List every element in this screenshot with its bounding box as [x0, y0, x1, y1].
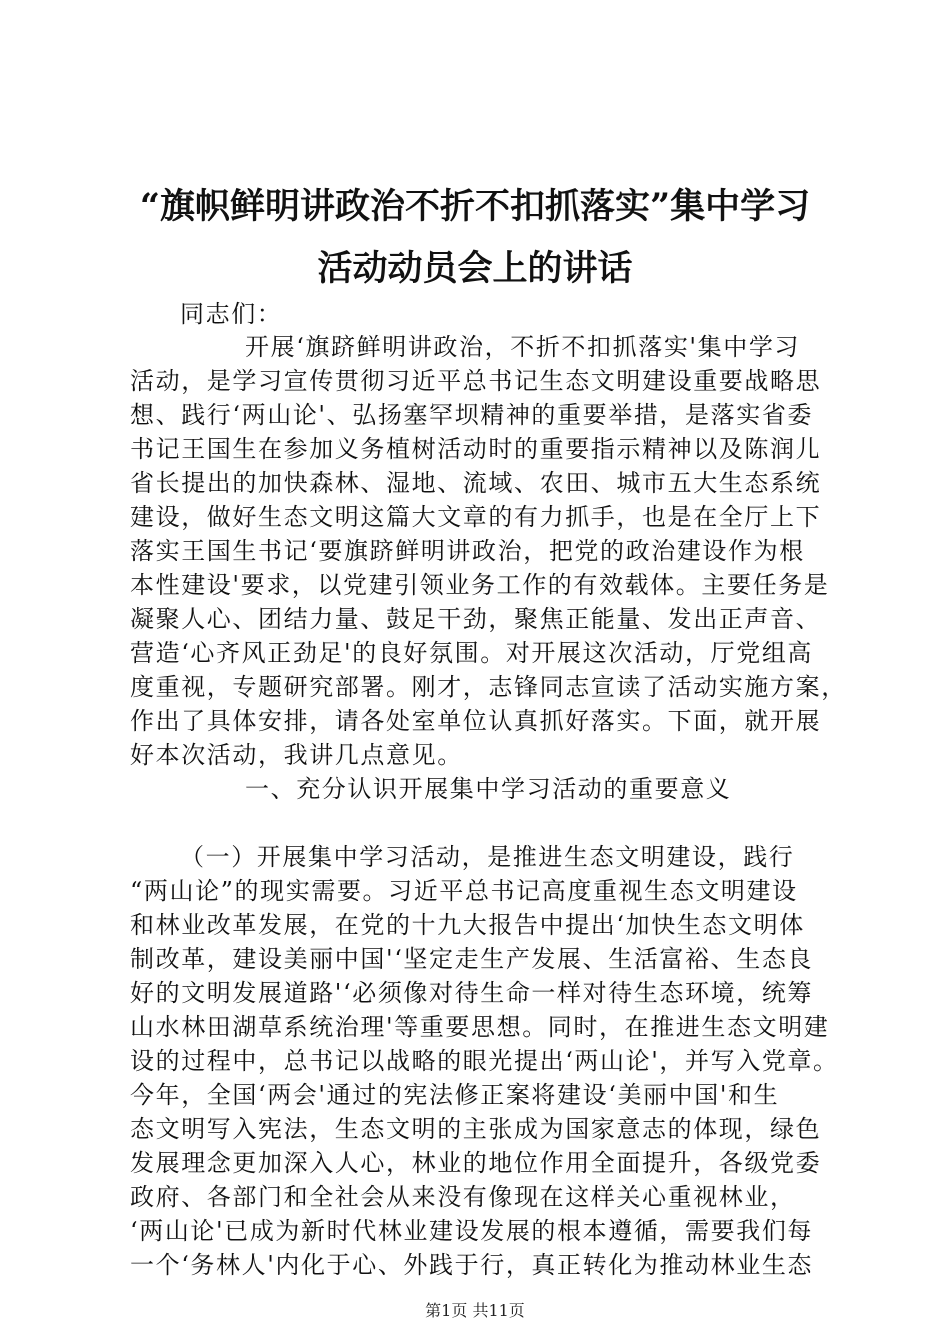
- paragraph-line: 政府、各部门和全社会从来没有像现在这样关心重视林业，: [130, 1183, 796, 1211]
- document-title-line-2: 活动动员会上的讲话: [317, 248, 633, 289]
- paragraph-line: 省长提出的加快森林、湿地、流域、农田、城市五大生态系统: [130, 469, 822, 497]
- paragraph-line: 一个‘务林人'内化于心、外践于行，真正转化为推动林业生态: [130, 1251, 814, 1279]
- document-title-line-1: “旗帜鲜明讲政治不折不扣抓落实”集中学习: [139, 186, 811, 227]
- paragraph-line: 设的过程中，总书记以战略的眼光提出‘两山论'，并写入党章。: [130, 1047, 839, 1075]
- paragraph-line: 开展‘旗跻鲜明讲政治，不折不扣抓落实'集中学习: [245, 333, 801, 361]
- paragraph-line: 好的文明发展道路'‘必须像对待生命一样对待生态环境，统筹: [130, 979, 814, 1007]
- paragraph-line: 今年，全国‘两会'通过的宪法修正案将建设‘美丽中国'和生: [130, 1081, 780, 1109]
- paragraph-line: 活动，是学习宣传贯彻习近平总书记生态文明建设重要战略思: [130, 367, 822, 395]
- paragraph-line: ‘两山论'已成为新时代林业建设发展的根本遵循，需要我们每: [130, 1217, 814, 1245]
- paragraph-line: 和林业改革发展，在党的十九大报告中提出‘加快生态文明体: [130, 911, 805, 939]
- paragraph-line: 度重视，专题研究部署。刚才，志锋同志宣读了活动实施方案，: [130, 673, 847, 701]
- paragraph-line: 态文明写入宪法，生态文明的主张成为国家意志的体现，绿色: [130, 1115, 822, 1143]
- paragraph-line: 想、践行‘两山论'、弘扬塞罕坝精神的重要举措，是落实省委: [130, 401, 814, 429]
- paragraph-line: 落实王国生书记‘要旗跻鲜明讲政治，把党的政治建设作为根: [130, 537, 805, 565]
- paragraph-line: 凝聚人心、团结力量、鼓足干劲，聚焦正能量、发出正声音、: [130, 605, 822, 633]
- paragraph-line: （一）开展集中学习活动，是推进生态文明建设，践行: [180, 843, 795, 871]
- salutation: 同志们：: [180, 300, 283, 328]
- page-footer: 第1页 共11页: [425, 1301, 525, 1320]
- paragraph-line: 制改革，建设美丽中国'‘坚定走生产发展、生活富裕、生态良: [130, 945, 814, 973]
- paragraph-line: 建设，做好生态文明这篇大文章的有力抓手，也是在全厅上下: [130, 503, 822, 531]
- paragraph-line: 本性建设'要求，以党建引领业务工作的有效载体。主要任务是: [130, 571, 830, 599]
- paragraph-line: “两山论”的现实需要。习近平总书记高度重视生态文明建设: [130, 877, 798, 905]
- paragraph-line: 营造‘心齐风正劲足'的良好氛围。对开展这次活动，厅党组高: [130, 639, 814, 667]
- section-heading: 一、充分认识开展集中学习活动的重要意义: [245, 775, 732, 803]
- paragraph-line: 发展理念更加深入人心，林业的地位作用全面提升，各级党委: [130, 1149, 822, 1177]
- paragraph-line: 作出了具体安排，请各处室单位认真抓好落实。下面，就开展: [130, 707, 822, 735]
- paragraph-line: 好本次活动，我讲几点意见。: [130, 741, 463, 769]
- paragraph-line: 山水林田湖草系统治理'等重要思想。同时，在推进生态文明建: [130, 1013, 830, 1041]
- paragraph-line: 书记王国生在参加义务植树活动时的重要指示精神以及陈润儿: [130, 435, 822, 463]
